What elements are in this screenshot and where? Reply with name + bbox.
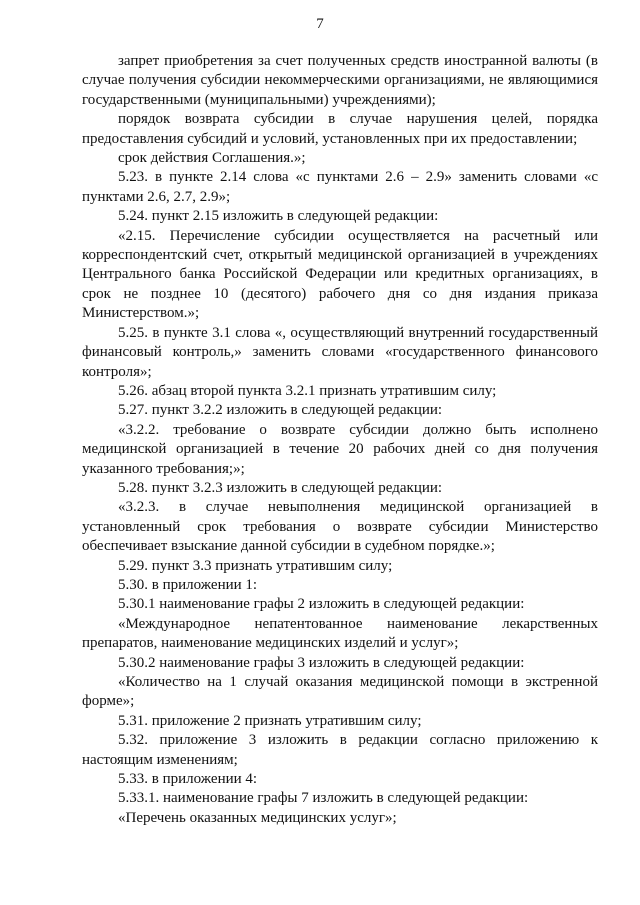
paragraph: запрет приобретения за счет полученных средств иностранной валюты (в случае получения субсидии некоммерческими организациями, не являющимися государственными (муниципальными) учреждениями); xyxy=(82,53,598,108)
paragraph: «3.2.2. требование о возврате субсидии должно быть исполнено медицинской организацией в течение 20 рабочих дней со дня получения указанного требования;»; xyxy=(82,421,598,477)
paragraph: 5.24. пункт 2.15 изложить в следующей редакции: xyxy=(118,208,439,225)
paragraph: 5.28. пункт 3.2.3 изложить в следующей редакции: xyxy=(118,479,443,496)
paragraph: срок действия Соглашения.»; xyxy=(118,150,306,167)
paragraph: 5.30. в приложении 1: xyxy=(118,576,258,593)
paragraph: 5.32. приложение 3 изложить в редакции согласно приложению к настоящим изменениям; xyxy=(82,732,598,768)
paragraph: 5.33.1. наименование графы 7 изложить в следующей редакции: xyxy=(118,790,529,807)
paragraph: «2.15. Перечисление субсидии осуществляется на расчетный или корреспондентский счет, открытый медицинской организацией в учреждениях Центрального банка Российской Федерации или кредитных организациях, в срок не позднее 10 (десятого) рабочего дня со дня издания приказа Министерством.»; xyxy=(82,227,598,322)
paragraph: «Количество на 1 случай оказания медицинской помощи в экстренной форме»; xyxy=(82,674,598,710)
paragraph: 5.23. в пункте 2.14 слова «с пунктами 2.6 – 2.9» заменить словами «с пунктами 2.6, 2.7, 2.9»; xyxy=(82,169,598,205)
paragraph: «Перечень оказанных медицинских услуг»; xyxy=(118,809,397,826)
paragraph: «3.2.3. в случае невыполнения медицинской организацией в установленный срок требования о возврате субсидии Министерство обеспечивает взыскание данной субсидии в судебном порядке.»; xyxy=(82,499,598,555)
paragraph: «Международное непатентованное наименование лекарственных препаратов, наименование медицинских изделий и услуг»; xyxy=(82,615,598,652)
document-body xyxy=(82,52,598,828)
paragraph: 5.25. в пункте 3.1 слова «, осуществляющий внутренний государственный финансовый контроль,» заменить словами «государственного финансового контроля»; xyxy=(82,324,598,380)
paragraph: порядок возврата субсидии в случае нарушения целей, порядка предоставления субсидий и условий, установленных при их предоставлении; xyxy=(82,111,598,147)
paragraph: 5.30.1 наименование графы 2 изложить в следующей редакции: xyxy=(118,596,525,613)
paragraph: 5.27. пункт 3.2.2 изложить в следующей редакции: xyxy=(118,402,443,419)
paragraph: 5.33. в приложении 4: xyxy=(118,771,258,788)
page-number: 7 xyxy=(316,16,324,32)
paragraph: 5.29. пункт 3.3 признать утратившим силу; xyxy=(118,557,393,574)
paragraph: 5.31. приложение 2 признать утратившим силу; xyxy=(118,712,422,729)
paragraph: 5.26. абзац второй пункта 3.2.1 признать утратившим силу; xyxy=(118,382,497,399)
paragraph: 5.30.2 наименование графы 3 изложить в следующей редакции: xyxy=(118,654,525,671)
